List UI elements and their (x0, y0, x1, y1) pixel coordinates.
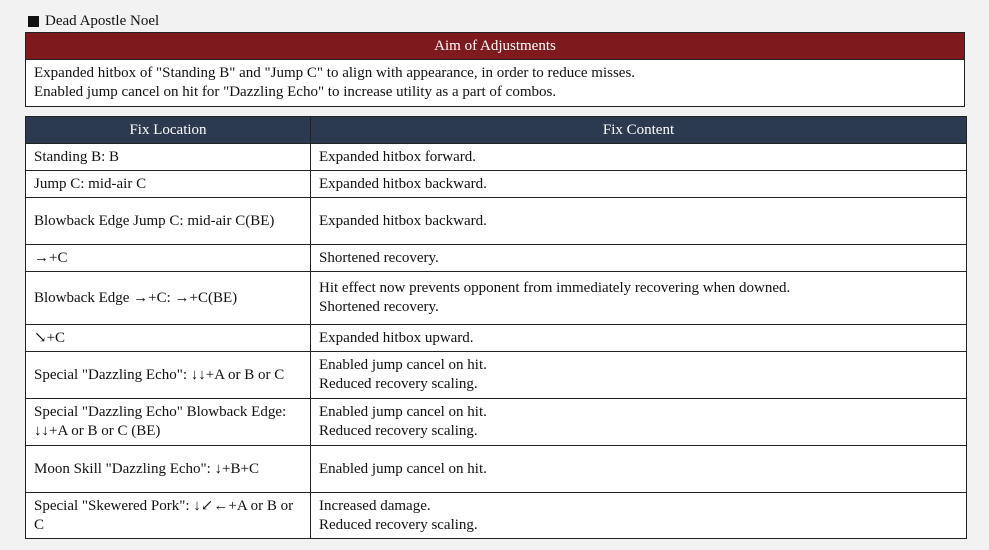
aim-body (26, 60, 964, 106)
fix-content-cell (311, 198, 967, 245)
fix-content-line: Shortened recovery. (319, 249, 439, 266)
fix-content-line: Hit effect now prevents opponent from immediately recovering when downed. (319, 280, 791, 296)
fix-content-cell (311, 352, 967, 399)
aim-box (25, 32, 965, 107)
table-header-row (26, 117, 967, 144)
fix-location-cell: Special "Skewered Pork": ↓↙←+A or B or C (26, 493, 311, 539)
fix-location-cell: Blowback Edge →+C: →+C(BE) (26, 272, 311, 325)
header-fix-content: Fix Content (311, 117, 967, 144)
fix-content-line: Enabled jump cancel on hit. (319, 357, 487, 373)
fix-content-cell (311, 493, 967, 539)
fix-content-cell (311, 171, 967, 198)
fix-content-line: Reduced recovery scaling. (319, 516, 478, 533)
fix-content-line: Expanded hitbox backward. (319, 212, 487, 229)
fix-location-cell: Jump C: mid-air C (26, 171, 311, 198)
square-bullet-icon (28, 16, 39, 27)
fix-location-cell: Special "Dazzling Echo": ↓↓+A or B or C (26, 352, 311, 399)
fix-content-line: Reduced recovery scaling. (319, 423, 478, 439)
fix-content-cell (311, 144, 967, 171)
fix-content-cell (311, 399, 967, 446)
fix-location-cell: Special "Dazzling Echo" Blowback Edge: ↓↓+A or B or C (BE) (26, 399, 311, 446)
fix-table (25, 116, 967, 539)
table-row (26, 352, 967, 399)
fix-location-cell: ↘+C (26, 325, 311, 352)
aim-line: Enabled jump cancel on hit for "Dazzling Echo" to increase utility as a part of combos. (34, 84, 557, 100)
fix-location-cell: →+C (26, 245, 311, 272)
table-row (26, 446, 967, 493)
fix-content-line: Expanded hitbox forward. (319, 148, 477, 165)
fix-content-line: Expanded hitbox upward. (319, 329, 474, 346)
header-fix-location: Fix Location (26, 117, 311, 144)
aim-header: Aim of Adjustments (26, 33, 964, 60)
table-row (26, 399, 967, 446)
section-title: Dead Apostle Noel (45, 13, 160, 29)
section-heading (28, 12, 159, 30)
table-row (26, 325, 967, 352)
aim-line: Expanded hitbox of "Standing B" and "Jump C" to align with appearance, in order to reduce misses. (34, 65, 636, 81)
fix-content-line: Shortened recovery. (319, 299, 439, 315)
fix-content-cell (311, 325, 967, 352)
fix-content-line: Enabled jump cancel on hit. (319, 404, 487, 420)
fix-content-line: Enabled jump cancel on hit. (319, 460, 487, 477)
table-row (26, 272, 967, 325)
table-row (26, 245, 967, 272)
fix-location-cell: Blowback Edge Jump C: mid-air C(BE) (26, 198, 311, 245)
fix-content-cell (311, 245, 967, 272)
fix-location-cell: Standing B: B (26, 144, 311, 171)
fix-content-line: Reduced recovery scaling. (319, 376, 478, 392)
fix-location-cell: Moon Skill "Dazzling Echo": ↓+B+C (26, 446, 311, 493)
fix-content-line: Increased damage. (319, 497, 431, 514)
fix-content-cell (311, 446, 967, 493)
table-row (26, 493, 967, 539)
fix-content-line: Expanded hitbox backward. (319, 175, 487, 192)
fix-content-cell (311, 272, 967, 325)
table-row (26, 171, 967, 198)
table-row (26, 144, 967, 171)
table-row (26, 198, 967, 245)
